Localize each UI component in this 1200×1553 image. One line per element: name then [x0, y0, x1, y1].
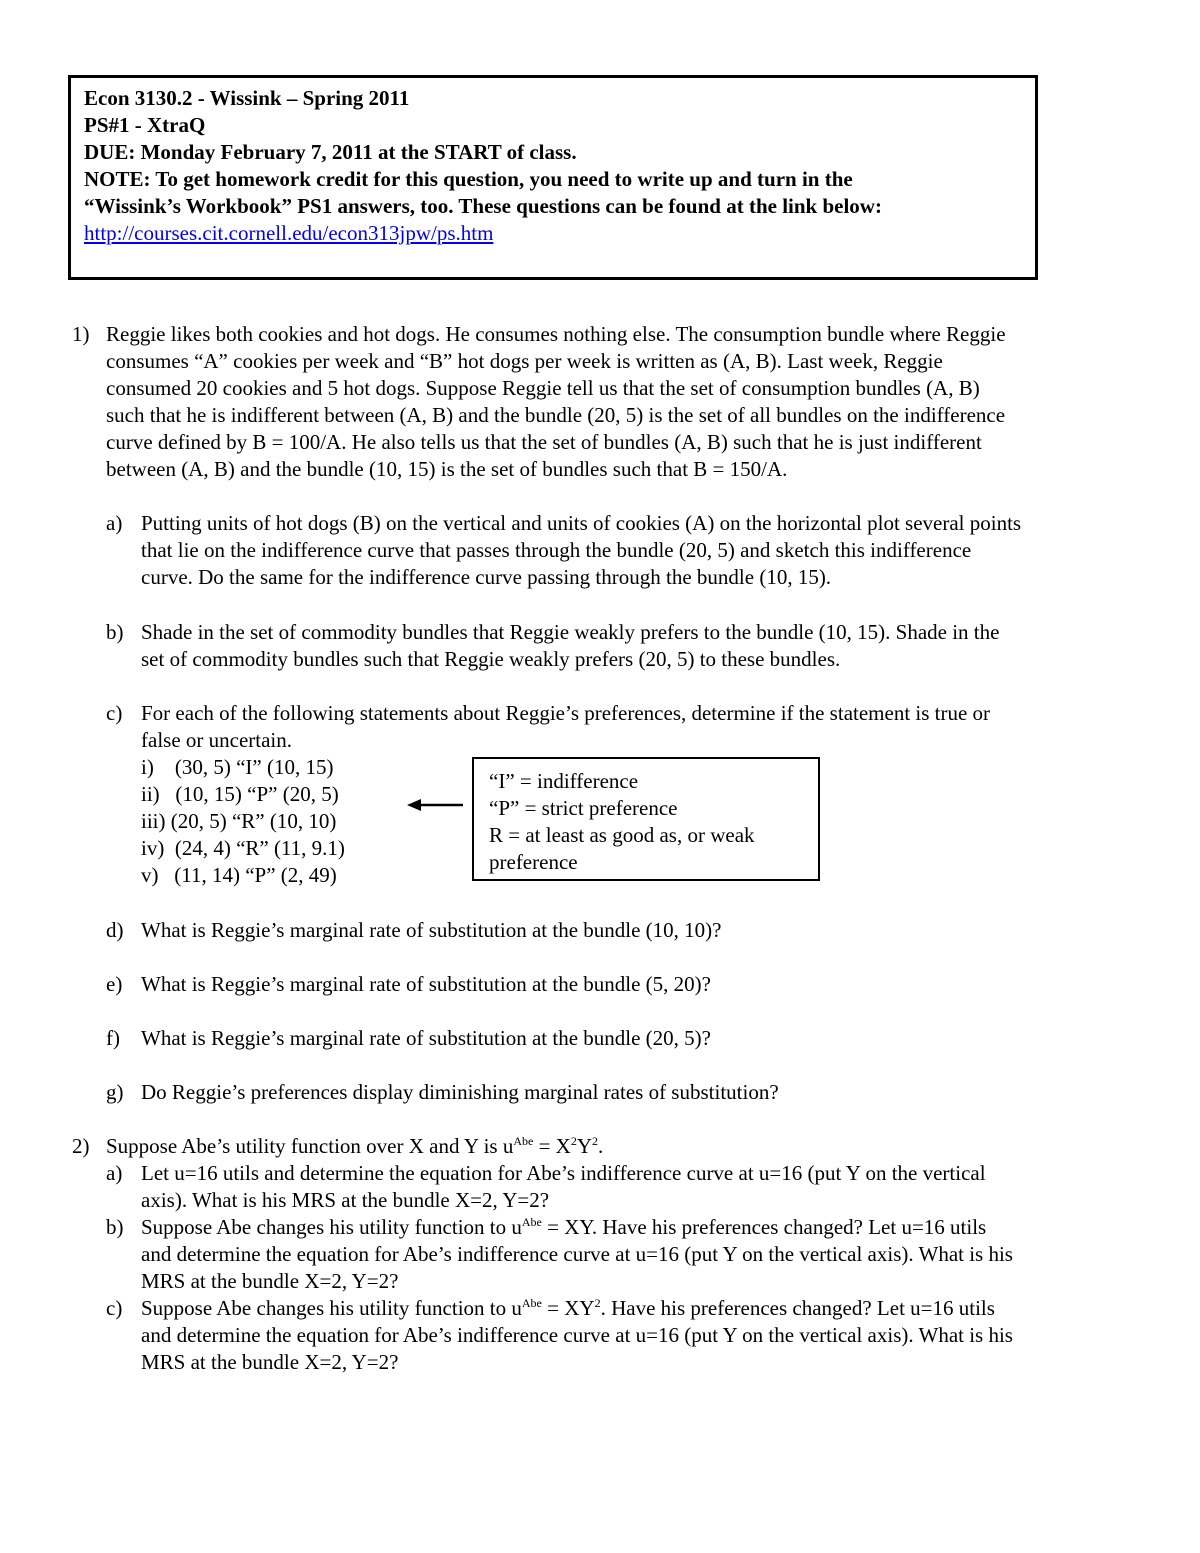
- q1d-label: d): [106, 918, 124, 942]
- q1f-label: f): [106, 1026, 120, 1050]
- q1b-line: set of commodity bundles such that Reggie weakly prefers (20, 5) to these bundles.: [141, 647, 841, 671]
- q1a-line: that lie on the indifference curve that passes through the bundle (20, 5) and sketch this indifference: [141, 538, 972, 562]
- q2c-line: and determine the equation for Abe’s indifference curve at u=16 (put Y on the vertical axis). What is his: [141, 1323, 1013, 1347]
- legend-item: preference: [489, 850, 578, 874]
- q2-intro: Suppose Abe’s utility function over X and Y is $u^{Abe} = X^2Y^2$.: [106, 1134, 604, 1158]
- q1-line: consumed 20 cookies and 5 hot dogs. Suppose Reggie tell us that the set of consumption bundles (A, B): [106, 376, 980, 400]
- q1f-text: What is Reggie’s marginal rate of substitution at the bundle (20, 5)?: [141, 1026, 711, 1050]
- q1b-line: Shade in the set of commodity bundles that Reggie weakly prefers to the bundle (10, 15). Shade in the: [141, 620, 1000, 644]
- q1-line: curve defined by B = 100/A. He also tells us that the set of bundles (A, B) such that he is just indifferent: [106, 430, 982, 454]
- q1a-line: curve. Do the same for the indifference curve passing through the bundle (10, 15).: [141, 565, 832, 589]
- q1e-text: What is Reggie’s marginal rate of substitution at the bundle (5, 20)?: [141, 972, 711, 996]
- note-line-1: NOTE: To get homework credit for this question, you need to write up and turn in the: [84, 167, 853, 191]
- left-arrow-icon: [405, 795, 465, 815]
- q1-line: Reggie likes both cookies and hot dogs. He consumes nothing else. The consumption bundle where Reggie: [106, 322, 1006, 346]
- q1a-line: Putting units of hot dogs (B) on the vertical and units of cookies (A) on the horizontal plot several points: [141, 511, 1022, 535]
- q2a-line: axis). What is his MRS at the bundle X=2, Y=2?: [141, 1188, 550, 1212]
- q1c-statement: i) (30, 5) “I” (10, 15): [141, 755, 334, 779]
- course-title: Econ 3130.2 - Wissink – Spring 2011: [84, 86, 410, 110]
- problem-set-title: PS#1 - XtraQ: [84, 113, 206, 137]
- note-line-2: “Wissink’s Workbook” PS1 answers, too. These questions can be found at the link below:: [84, 194, 882, 218]
- q1e-label: e): [106, 972, 123, 996]
- q1a-label: a): [106, 511, 123, 535]
- q1c-statement: v) (11, 14) “P” (2, 49): [141, 863, 337, 887]
- legend-item: “I” = indifference: [489, 769, 639, 793]
- q2a-label: a): [106, 1161, 123, 1185]
- q1-line: such that he is indifferent between (A, B) and the bundle (20, 5) is the set of all bundles on the indifference: [106, 403, 1006, 427]
- q1g-label: g): [106, 1080, 124, 1104]
- q1d-text: What is Reggie’s marginal rate of substitution at the bundle (10, 10)?: [141, 918, 722, 942]
- q1c-label: c): [106, 701, 123, 725]
- due-date: DUE: Monday February 7, 2011 at the START of class.: [84, 140, 577, 164]
- q2c-label: c): [106, 1296, 123, 1320]
- q2b-line: MRS at the bundle X=2, Y=2?: [141, 1269, 399, 1293]
- q1c-statement: ii) (10, 15) “P” (20, 5): [141, 782, 339, 806]
- q2c-line: Suppose Abe changes his utility function to $u^{Abe} = XY^2$. Have his preferences changed? Let u=16 utils: [141, 1296, 995, 1320]
- problem-set-link[interactable]: http://courses.cit.cornell.edu/econ313jpw/ps.htm: [84, 221, 494, 245]
- q1c-line: false or uncertain.: [141, 728, 293, 752]
- legend-item: “P” = strict preference: [489, 796, 678, 820]
- q2-number: 2): [72, 1134, 90, 1158]
- q1b-label: b): [106, 620, 124, 644]
- q1g-text: Do Reggie’s preferences display diminishing marginal rates of substitution?: [141, 1080, 779, 1104]
- q1c-statement: iii) (20, 5) “R” (10, 10): [141, 809, 337, 833]
- q1c-statement: iv) (24, 4) “R” (11, 9.1): [141, 836, 345, 860]
- q2b-line: and determine the equation for Abe’s indifference curve at u=16 (put Y on the vertical axis). What is his: [141, 1242, 1013, 1266]
- q2b-label: b): [106, 1215, 124, 1239]
- q2a-line: Let u=16 utils and determine the equation for Abe’s indifference curve at u=16 (put Y on the vertical: [141, 1161, 986, 1185]
- q2b-line: Suppose Abe changes his utility function to $u^{Abe}$ = XY. Have his preferences changed? Let u=16 utils: [141, 1215, 987, 1239]
- q1-line: between (A, B) and the bundle (10, 15) is the set of bundles such that B = 150/A.: [106, 457, 788, 481]
- q1-number: 1): [72, 322, 90, 346]
- legend-item: R = at least as good as, or weak: [489, 823, 755, 847]
- q1-line: consumes “A” cookies per week and “B” hot dogs per week is written as (A, B). Last week, Reggie: [106, 349, 943, 373]
- q1c-line: For each of the following statements about Reggie’s preferences, determine if the statement is true or: [141, 701, 991, 725]
- q2c-line: MRS at the bundle X=2, Y=2?: [141, 1350, 399, 1374]
